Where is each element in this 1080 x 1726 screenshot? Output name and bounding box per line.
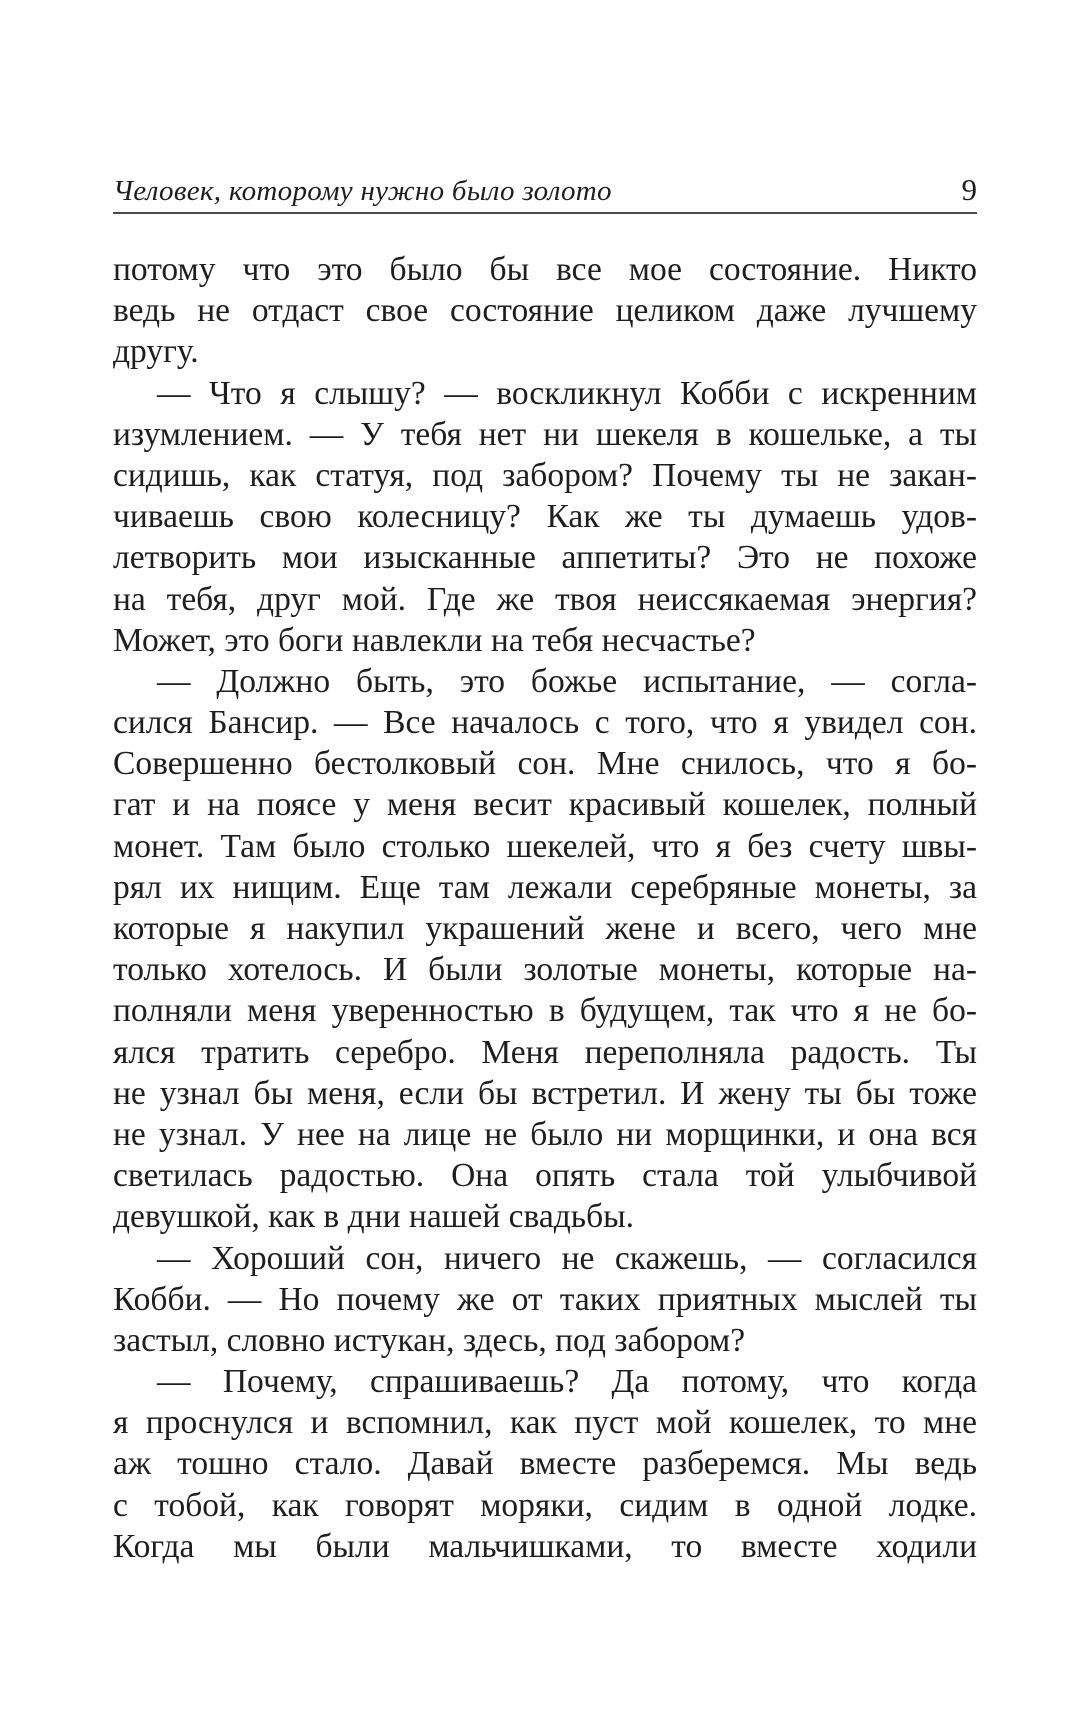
text-line: ялся тратить серебро. Меня переполняла радость. Ты	[113, 1033, 977, 1071]
text-line: которые я накупил украшений жене и всего, чего мне	[113, 910, 977, 947]
text-line: рял их нищим. Еще там лежали серебряные монеты, за	[113, 868, 977, 906]
page-header	[113, 168, 977, 214]
text-line: потому что это было бы все мое состояние. Никто	[113, 251, 977, 288]
text-line: монет. Там было столько шекелей, что я без счету швы-	[113, 827, 977, 865]
text-line: чиваешь свою колесницу? Как же ты думаешь удов-	[113, 498, 977, 536]
body-text	[113, 249, 977, 1567]
text-line: сидишь, как статуя, под забором? Почему ты не закан-	[113, 456, 977, 494]
text-line: не узнал бы меня, если бы встретил. И жену ты бы тоже	[113, 1074, 977, 1112]
text-line: не узнал. У нее на лице не было ни морщинки, и она вся	[113, 1115, 977, 1153]
text-line: Когда мы были мальчишками, то вместе ходили	[113, 1527, 977, 1565]
text-line: Кобби. — Но почему же от таких приятных мыслей ты	[113, 1280, 977, 1318]
text-line: застыл, словно истукан, здесь, под забором?	[113, 1321, 746, 1359]
text-line: Может, это боги навлекли на тебя несчастье?	[113, 621, 756, 659]
text-line: ведь не отдаст свое состояние целиком даже лучшему	[113, 292, 977, 330]
text-line: только хотелось. И были золотые монеты, которые на-	[113, 951, 977, 989]
text-line: гат и на поясе у меня весит красивый кошелек, полный	[113, 786, 977, 824]
text-line: сился Бансир. — Все началось с того, что я увидел сон.	[113, 704, 977, 742]
running-title: Человек, которому нужно было золото	[113, 175, 612, 207]
text-line: полняли меня уверенностью в будущем, так что я не бо-	[113, 992, 977, 1030]
text-line: на тебя, друг мой. Где же твоя неиссякаемая энергия?	[113, 580, 977, 618]
text-line: Совершенно бестолковый сон. Мне снилось, что я бо-	[113, 745, 977, 783]
text-line: — Почему, спрашиваешь? Да потому, что когда	[157, 1363, 977, 1401]
text-line: — Хороший сон, ничего не скажешь, — согласился	[157, 1239, 977, 1277]
text-line: аж тошно стало. Давай вместе разберемся. Мы ведь	[113, 1445, 977, 1483]
text-line: светилась радостью. Она опять стала той улыбчивой	[113, 1157, 977, 1195]
text-line: — Должно быть, это божье испытание, — согла-	[157, 662, 977, 700]
text-line: с тобой, как говорят моряки, сидим в одной лодке.	[113, 1486, 977, 1524]
text-line: другу.	[113, 333, 199, 371]
text-line: я проснулся и вспомнил, как пуст мой кошелек, то мне	[113, 1404, 977, 1442]
text-line: девушкой, как в дни нашей свадьбы.	[113, 1198, 635, 1236]
page-number: 9	[961, 172, 977, 207]
text-line: летворить мои изысканные аппетиты? Это не похоже	[113, 539, 977, 577]
text-line: изумлением. — У тебя нет ни шекеля в кошельке, а ты	[113, 415, 977, 453]
text-line: — Что я слышу? — воскликнул Кобби с искренним	[157, 374, 977, 412]
